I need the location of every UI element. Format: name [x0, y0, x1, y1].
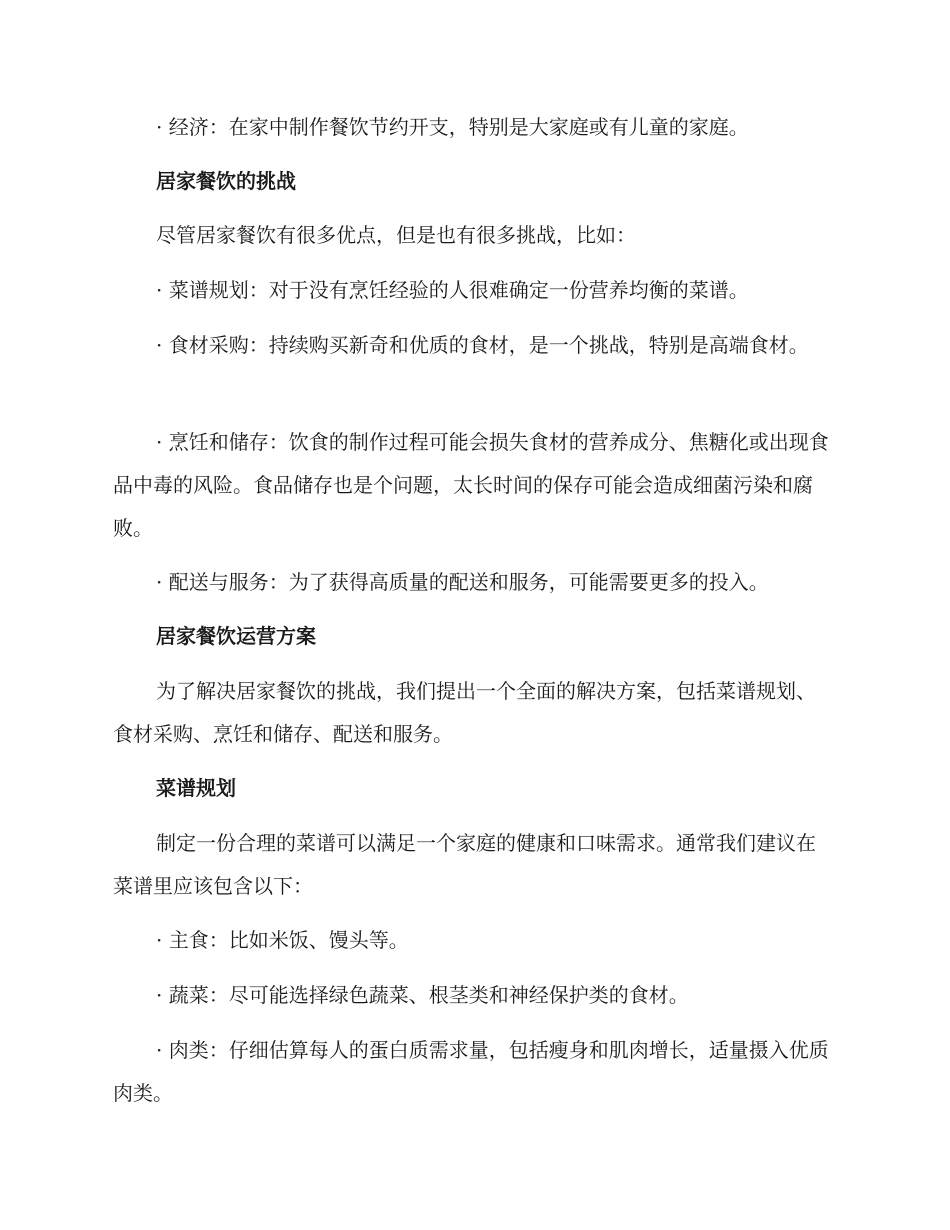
- paragraph-menu-planning: 制定一份合理的菜谱可以满足一个家庭的健康和口味需求。通常我们建议在菜谱里应该包含以下：: [113, 831, 816, 898]
- bullet-vegetables: · 蔬菜：尽可能选择绿色蔬菜、根茎类和神经保护类的食材。: [156, 983, 689, 1007]
- bullet-ingredient-purchasing: · 食材采购：持续购买新奇和优质的食材，是一个挑战，特别是高端食材。: [156, 333, 809, 357]
- bullet-delivery-service: · 配送与服务：为了获得高质量的配送和服务，可能需要更多的投入。: [156, 570, 769, 594]
- section-heading-menu-planning: 菜谱规划: [156, 776, 236, 800]
- bullet-staple-food: · 主食：比如米饭、馒头等。: [156, 928, 409, 952]
- bullet-economy: · 经济：在家中制作餐饮节约开支，特别是大家庭或有儿童的家庭。: [156, 115, 749, 139]
- bullet-menu-planning: · 菜谱规划：对于没有烹饪经验的人很难确定一份营养均衡的菜谱。: [156, 278, 749, 302]
- paragraph-operations-intro: 为了解决居家餐饮的挑战，我们提出一个全面的解决方案，包括菜谱规划、食材采购、烹饪和储存、配送和服务。: [113, 679, 816, 746]
- bullet-meat: · 肉类：仔细估算每人的蛋白质需求量，包括瘦身和肌肉增长，适量摄入优质肉类。: [113, 1038, 829, 1105]
- section-heading-operations: 居家餐饮运营方案: [156, 624, 316, 648]
- bullet-cooking-storage: · 烹饪和储存：饮食的制作过程可能会损失食材的营养成分、焦糖化或出现食品中毒的风险。食品储存也是个问题，太长时间的保存可能会造成细菌污染和腐败。: [113, 430, 829, 540]
- section-heading-challenges: 居家餐饮的挑战: [156, 169, 296, 193]
- paragraph-challenges-intro: 尽管居家餐饮有很多优点，但是也有很多挑战，比如：: [156, 223, 636, 247]
